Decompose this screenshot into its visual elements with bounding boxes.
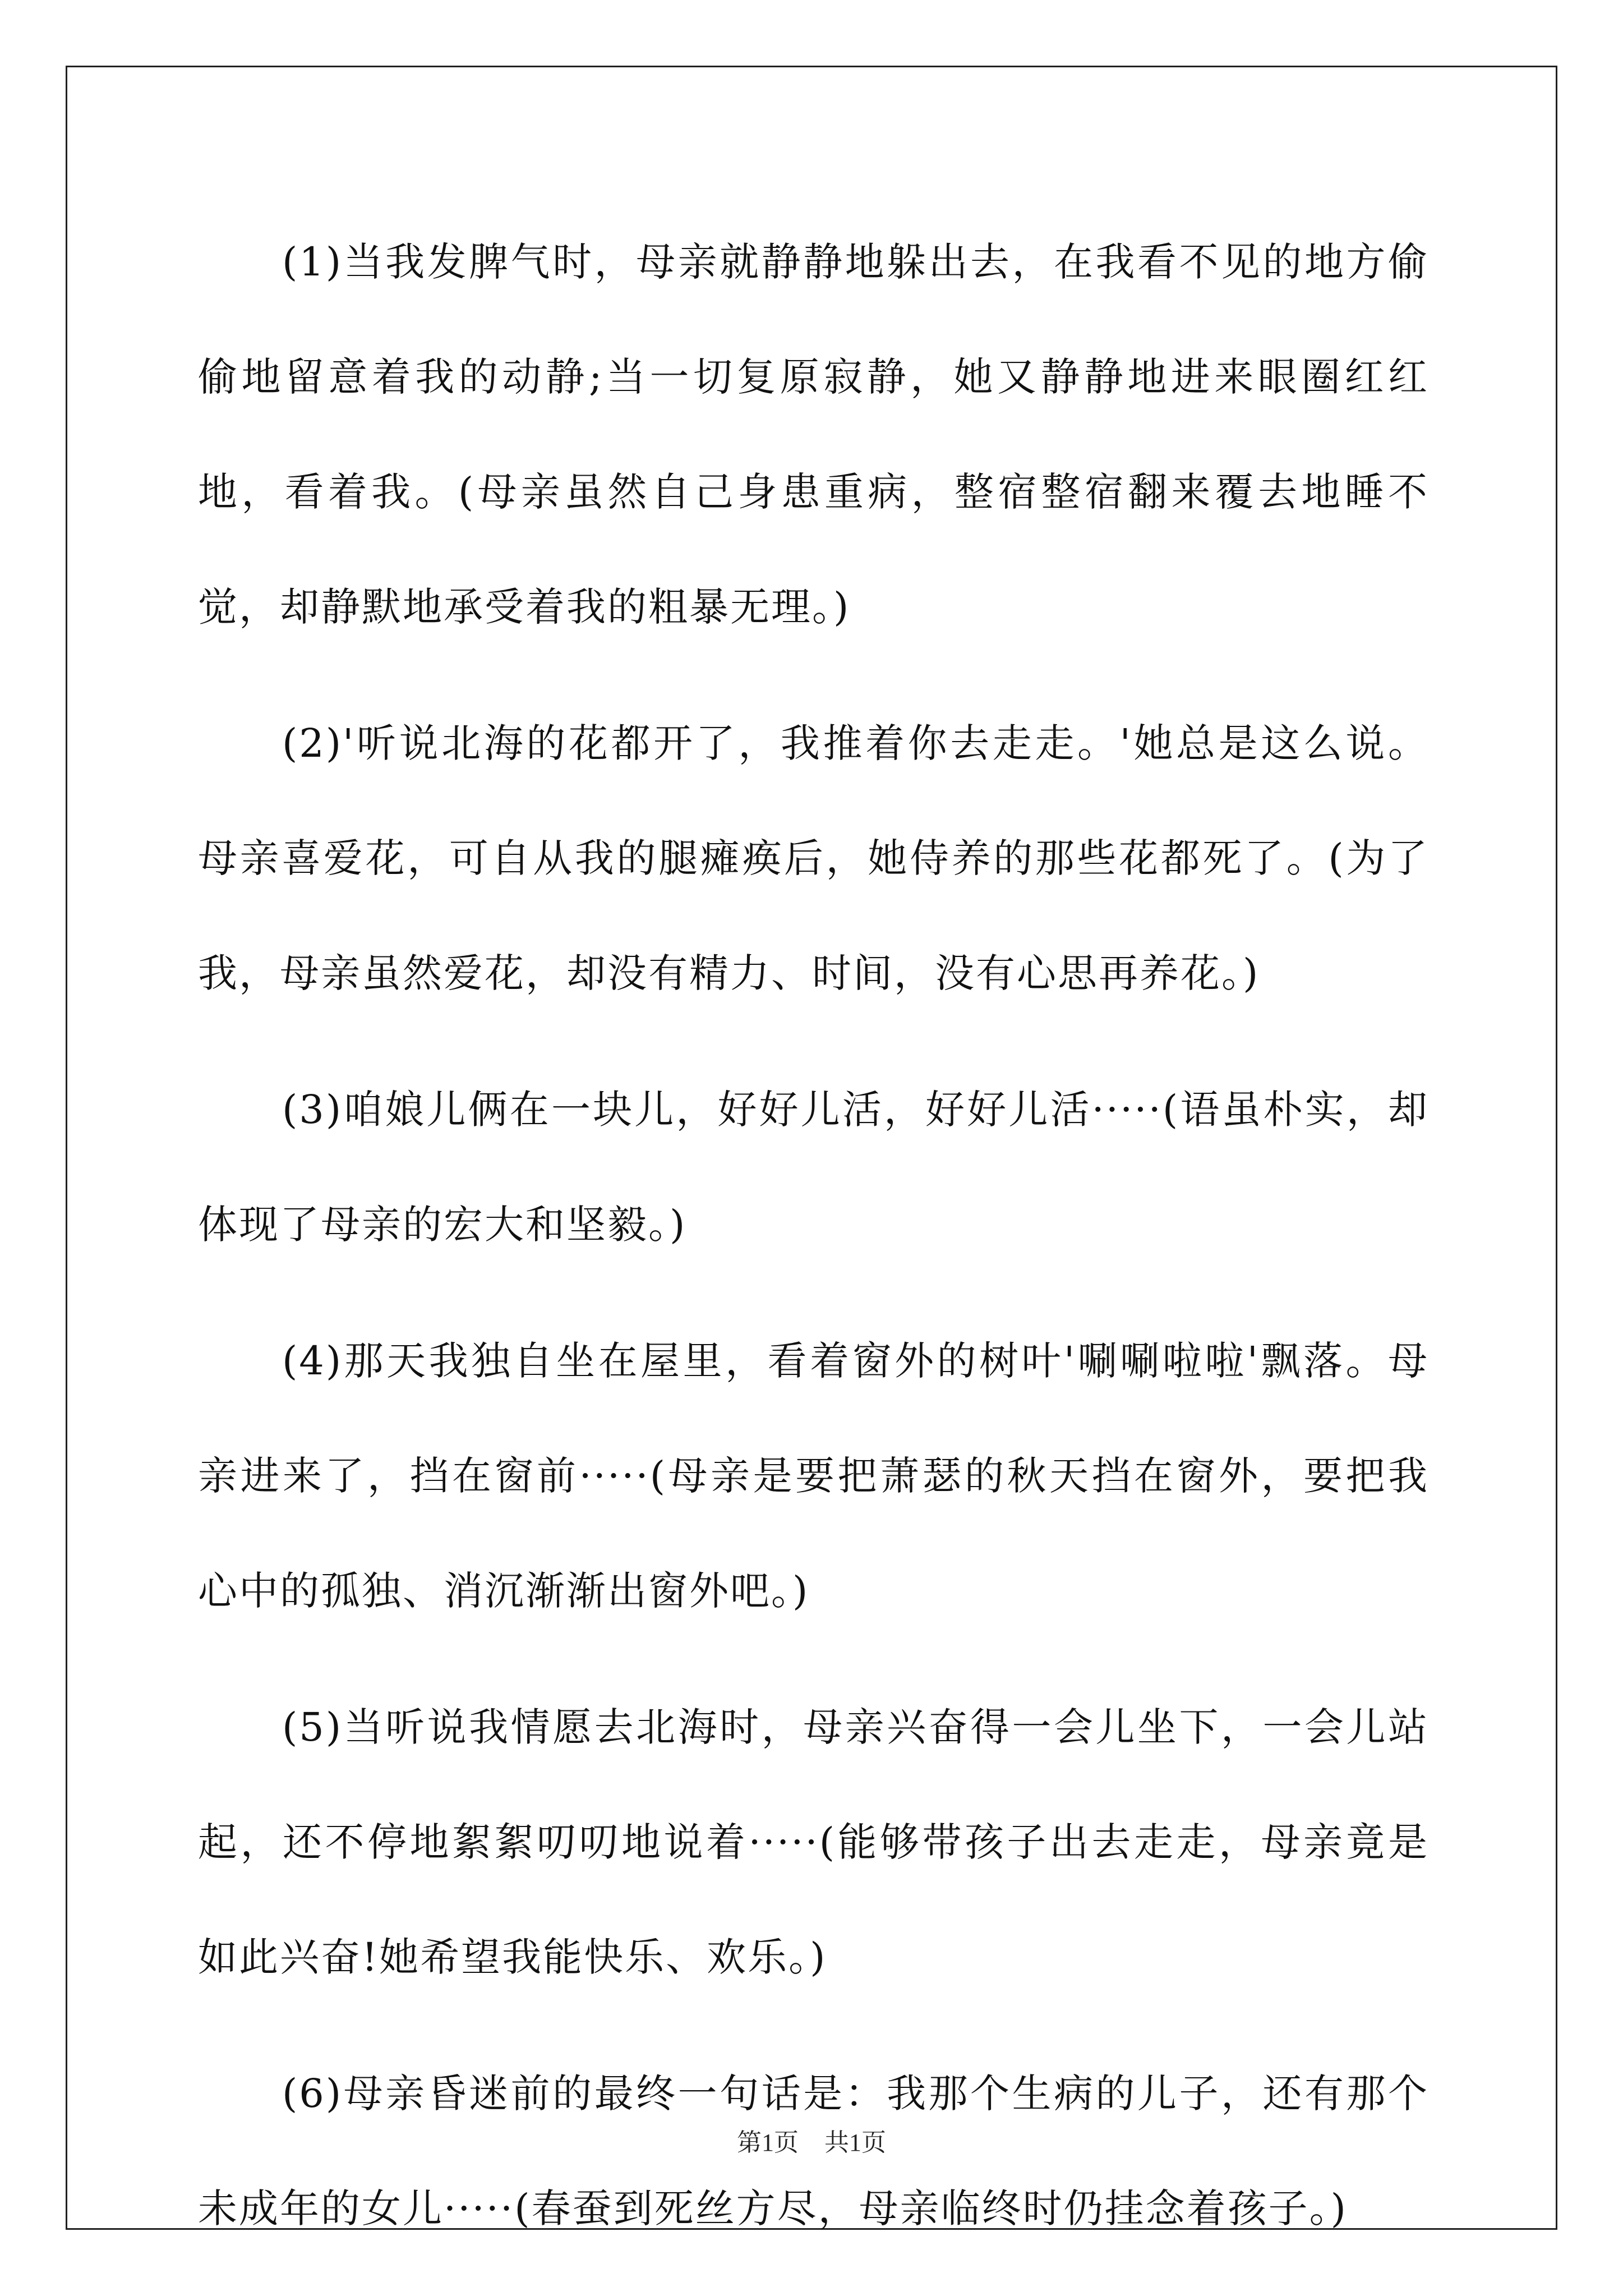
paragraph-5: (5)当听说我情愿去北海时，母亲兴奋得一会儿坐下，一会儿站起，还不停地絮絮叨叨地说着·····(能够带孩子出去走走，母亲竟是如此兴奋!她希望我能快乐、欢乐。) — [198, 1704, 1429, 1980]
total-pages-label: 共1页 — [824, 2129, 886, 2156]
paragraph-2: (2)'听说北海的花都开了，我推着你去走走。'她总是这么说。母亲喜爱花，可自从我的腿瘫痪后，她侍养的那些花都死了。(为了我，母亲虽然爱花，却没有精力、时间，没有心思再养花。) — [198, 720, 1429, 996]
paragraph-4: (4)那天我独自坐在屋里，看着窗外的树叶'唰唰啦啦'飘落。母亲进来了，挡在窗前·····(母亲是要把萧瑟的秋天挡在窗外，要把我心中的孤独、消沉渐渐出窗外吧。) — [198, 1338, 1429, 1614]
document-body — [198, 205, 1429, 2288]
paragraph-1: (1)当我发脾气时，母亲就静静地躲出去，在我看不见的地方偷偷地留意着我的动静;当一切复原寂静，她又静静地进来眼圈红红地，看着我。(母亲虽然自己身患重病，整宿整宿翻来覆去地睡不觉，却静默地承受着我的粗暴无理。) — [198, 239, 1429, 630]
page-footer — [0, 2126, 1623, 2160]
paragraph-3: (3)咱娘儿俩在一块儿，好好儿活，好好儿活·····(语虽朴实，却体现了母亲的宏大和坚毅。) — [198, 1087, 1429, 1248]
paragraph-6: (6)母亲昏迷前的最终一句话是：我那个生病的儿子，还有那个未成年的女儿·····(春蚕到死丝方尽，母亲临终时仍挂念着孩子。) — [198, 2070, 1429, 2231]
current-page-label: 第1页 — [737, 2129, 799, 2156]
